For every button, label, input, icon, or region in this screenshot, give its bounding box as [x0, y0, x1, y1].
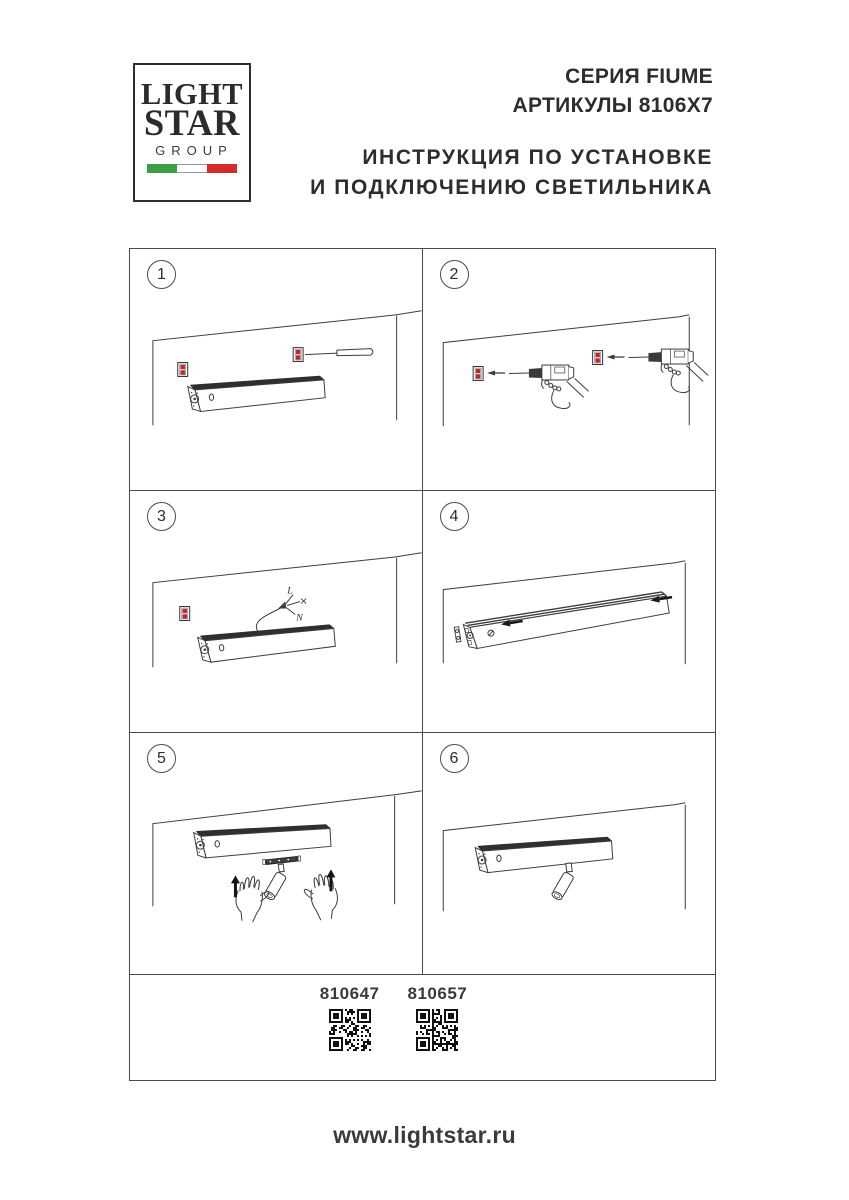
qr-item	[408, 984, 468, 1051]
step-panel-4	[423, 491, 716, 733]
step-number-badge: 6	[440, 744, 469, 773]
lightstar-logo	[133, 63, 251, 202]
step-5-diagram	[130, 733, 422, 974]
step-panel-3	[130, 491, 423, 733]
qr-code-810657	[416, 1009, 458, 1051]
step-6-diagram	[423, 733, 716, 974]
qr-code-810647	[329, 1009, 371, 1051]
italy-flag-icon	[147, 164, 237, 173]
qr-item	[320, 984, 380, 1051]
logo-word-star: STAR	[143, 103, 240, 144]
step-panel-6	[423, 733, 716, 975]
article-code: 810657	[407, 984, 468, 1003]
wire-label-live: L	[287, 585, 293, 597]
qr-code-row	[130, 975, 715, 1080]
wire-label-neutral: N	[296, 612, 303, 624]
logo-word-group: GROUP	[155, 143, 233, 158]
article-numbers: АРТИКУЛЫ 8106X7	[512, 94, 713, 117]
step-2-diagram	[423, 249, 716, 490]
step-1-diagram	[130, 249, 422, 490]
step-number-badge: 4	[440, 502, 469, 531]
step-panel-5	[130, 733, 423, 975]
instruction-grid	[129, 248, 716, 1081]
step-panel-1	[130, 249, 423, 491]
header	[310, 62, 713, 203]
page-title-line2: И ПОДКЛЮЧЕНИЮ СВЕТИЛЬНИКА	[310, 176, 713, 199]
step-number-badge: 3	[147, 502, 176, 531]
series-name: СЕРИЯ FIUME	[565, 65, 713, 88]
page-title-line1: ИНСТРУКЦИЯ ПО УСТАНОВКЕ	[362, 146, 713, 169]
step-panel-2	[423, 249, 716, 491]
step-number-badge: 2	[440, 260, 469, 289]
step-number-badge: 1	[147, 260, 176, 289]
step-4-diagram	[423, 491, 716, 732]
logo-word-light: LIGHT	[140, 76, 244, 111]
step-3-diagram	[130, 491, 422, 732]
article-code: 810647	[319, 984, 380, 1003]
website-url: www.lightstar.ru	[333, 1122, 516, 1148]
step-number-badge: 5	[147, 744, 176, 773]
spot-module	[550, 863, 574, 901]
